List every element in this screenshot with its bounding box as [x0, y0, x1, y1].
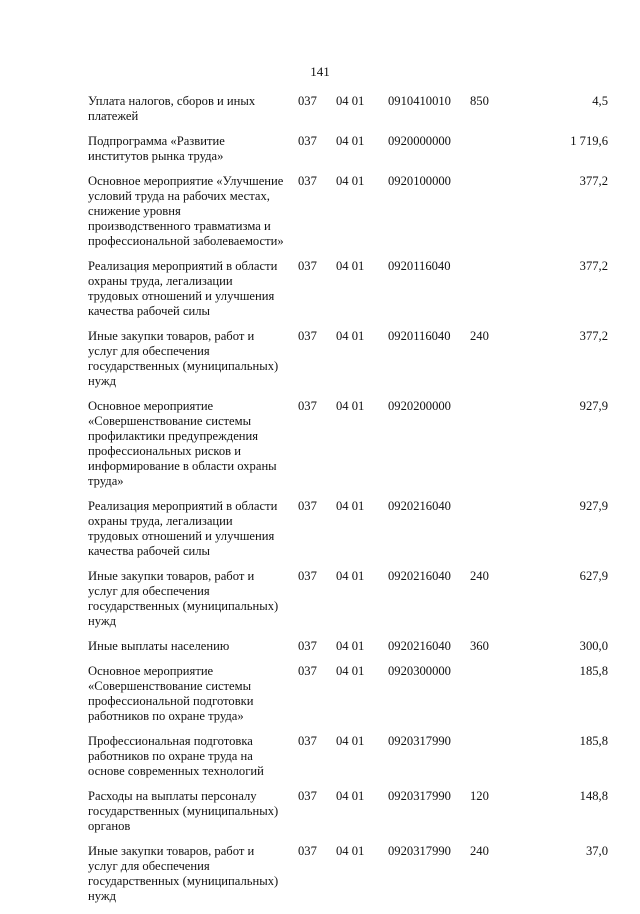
row-expense-type: [470, 734, 510, 789]
row-sum: 185,8: [579, 664, 608, 678]
page-number: 141: [310, 64, 330, 79]
row-section: 04 01: [336, 94, 365, 108]
row-sum: 148,8: [579, 789, 608, 803]
row-expense-type: 240: [470, 329, 489, 343]
row-section: 04 01: [336, 174, 365, 188]
row-section: 04 01: [336, 789, 365, 803]
row-expense-type: 120: [470, 789, 489, 803]
table-row: [88, 664, 608, 734]
row-target-article: 0920116040: [388, 259, 451, 273]
row-expense-type: [470, 499, 510, 569]
table-row: [88, 134, 608, 174]
table-row: [88, 844, 608, 914]
row-ved: 037: [298, 329, 317, 343]
row-expense-type: 240: [470, 844, 489, 858]
row-ved: 037: [298, 134, 317, 148]
table-row: [88, 399, 608, 499]
row-ved: 037: [298, 499, 317, 513]
row-name: Иные закупки товаров, работ и услуг для обеспечения государственных (муниципальных) нужд: [88, 569, 279, 628]
row-target-article: 0920216040: [388, 499, 451, 513]
row-sum: 627,9: [579, 569, 608, 583]
table-row: [88, 94, 608, 134]
row-target-article: 0920317990: [388, 844, 451, 858]
row-section: 04 01: [336, 844, 365, 858]
row-ved: 037: [298, 639, 317, 653]
table-row: [88, 499, 608, 569]
row-target-article: 0920216040: [388, 569, 451, 583]
row-section: 04 01: [336, 639, 365, 653]
row-name: Основное мероприятие «Совершенствование системы профилактики предупреждения профессиональных рисков и информирование в области охраны труда»: [88, 399, 277, 488]
table-row: [88, 569, 608, 639]
row-name: Реализация мероприятий в области охраны труда, легализации трудовых отношений и улучшения качества рабочей силы: [88, 499, 278, 558]
row-section: 04 01: [336, 259, 365, 273]
row-sum: 4,5: [592, 94, 608, 108]
row-target-article: 0920000000: [388, 134, 451, 148]
row-ved: 037: [298, 734, 317, 748]
row-expense-type: [470, 664, 510, 734]
row-section: 04 01: [336, 329, 365, 343]
row-expense-type: 850: [470, 94, 489, 108]
row-name: Расходы на выплаты персоналу государственных (муниципальных) органов: [88, 789, 279, 833]
row-target-article: 0920216040: [388, 639, 451, 653]
table-row: [88, 174, 608, 259]
row-ved: 037: [298, 94, 317, 108]
row-sum: 377,2: [579, 259, 608, 273]
row-name: Реализация мероприятий в области охраны труда, легализации трудовых отношений и улучшения качества рабочей силы: [88, 259, 278, 318]
table-row: [88, 329, 608, 399]
table-row: [88, 639, 608, 664]
row-sum: 927,9: [579, 499, 608, 513]
row-name: Подпрограмма «Развитие институтов рынка труда»: [88, 134, 225, 163]
row-expense-type: 360: [470, 639, 489, 653]
row-ved: 037: [298, 259, 317, 273]
table-row: [88, 734, 608, 789]
budget-table: [88, 94, 608, 914]
row-ved: 037: [298, 399, 317, 413]
row-section: 04 01: [336, 134, 365, 148]
row-sum: 300,0: [579, 639, 608, 653]
row-sum: 37,0: [585, 844, 608, 858]
row-sum: 377,2: [579, 174, 608, 188]
row-section: 04 01: [336, 499, 365, 513]
row-name: Основное мероприятие «Совершенствование системы профессиональной подготовки работников по охране труда»: [88, 664, 254, 723]
row-name: Иные закупки товаров, работ и услуг для обеспечения государственных (муниципальных) нужд: [88, 329, 279, 388]
row-target-article: 0920200000: [388, 399, 451, 413]
row-target-article: 0920100000: [388, 174, 451, 188]
row-expense-type: [470, 259, 510, 329]
row-ved: 037: [298, 664, 317, 678]
row-target-article: 0920317990: [388, 789, 451, 803]
row-sum: 927,9: [579, 399, 608, 413]
table-body: [88, 94, 608, 914]
row-target-article: 0910410010: [388, 94, 451, 108]
row-expense-type: 240: [470, 569, 489, 583]
row-sum: 185,8: [579, 734, 608, 748]
row-target-article: 0920116040: [388, 329, 451, 343]
row-name: Иные выплаты населению: [88, 639, 230, 653]
row-expense-type: [470, 399, 510, 499]
row-section: 04 01: [336, 734, 365, 748]
row-sum: 1 719,6: [570, 134, 608, 148]
row-name: Основное мероприятие «Улучшение условий труда на рабочих местах, снижение уровня производственного травматизма и профессиональной заболеваемости»: [88, 174, 284, 248]
row-name: Профессиональная подготовка работников по охране труда на основе современных технологий: [88, 734, 264, 778]
table-row: [88, 259, 608, 329]
row-expense-type: [470, 174, 510, 259]
row-sum: 377,2: [579, 329, 608, 343]
row-name: Уплата налогов, сборов и иных платежей: [88, 94, 256, 123]
row-ved: 037: [298, 569, 317, 583]
row-ved: 037: [298, 844, 317, 858]
row-section: 04 01: [336, 664, 365, 678]
table-row: [88, 789, 608, 844]
row-section: 04 01: [336, 569, 365, 583]
row-section: 04 01: [336, 399, 365, 413]
row-ved: 037: [298, 174, 317, 188]
row-target-article: 0920317990: [388, 734, 451, 748]
row-name: Иные закупки товаров, работ и услуг для обеспечения государственных (муниципальных) нужд: [88, 844, 279, 903]
row-target-article: 0920300000: [388, 664, 451, 678]
row-ved: 037: [298, 789, 317, 803]
row-expense-type: [470, 134, 510, 174]
